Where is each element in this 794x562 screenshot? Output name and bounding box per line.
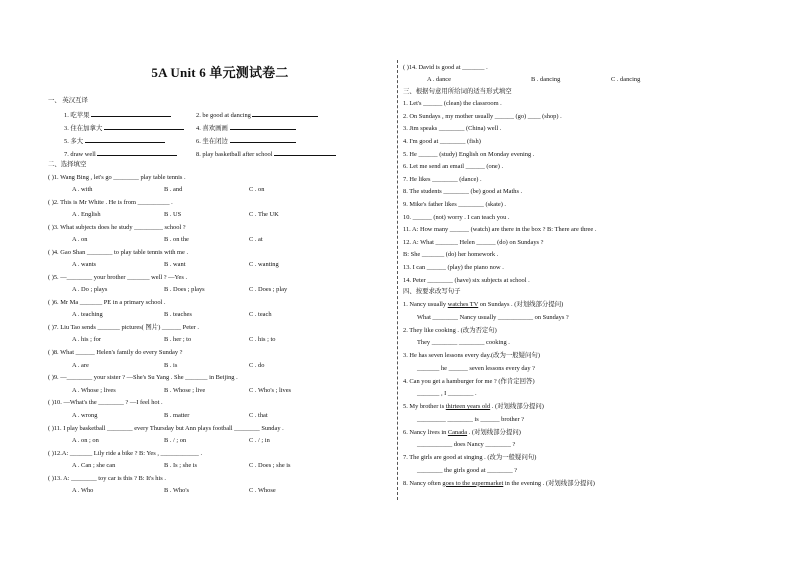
question-stem: ( )7. Liu Tao sends _______ pictures( 图片) ______ Peter .	[48, 324, 200, 332]
option-a: A . wants	[72, 261, 96, 269]
question-stem: ( )9. —________ your sister ? —She's Su Yang . She _______ in Beijing .	[48, 374, 238, 382]
question-stem: ( )3. What subjects does he study _________ school ?	[48, 223, 186, 231]
option-a: A . on ; on	[72, 436, 99, 444]
option-b: B . matter	[164, 411, 190, 419]
rewrite-answer-line: _______ he ______ seven lessons every day ?	[417, 364, 536, 372]
rewrite-answer-line: _______ , I ________ .	[417, 390, 477, 398]
option-c: C . Who's ; lives	[249, 386, 292, 394]
rewrite-item: 1. Nancy usually watches TV on Sundays . (对划线部分提问)	[403, 301, 564, 309]
section-heading: 一、 英汉互译	[48, 97, 88, 104]
option-b: B . is	[164, 361, 178, 369]
option-b: B . dancing	[531, 76, 561, 83]
translation-item: 1. 吃苹果	[64, 110, 171, 120]
rewrite-answer-line: They ________ ________ cooking .	[417, 339, 510, 347]
rewrite-item: 8. Nancy often goes to the supermarket in the evening . (对划线部分提问)	[403, 479, 595, 487]
question-stem: ( )14. David is good at _______ .	[403, 64, 488, 71]
translation-item: 6. 坐在闭边	[196, 136, 296, 146]
option-b: B . Who's	[164, 487, 190, 494]
column-divider	[397, 60, 398, 500]
option-c: C . The UK	[249, 210, 279, 218]
answer-blank[interactable]	[274, 149, 336, 156]
translation-item: 7. draw well	[64, 149, 177, 159]
fill-blank-item: 11. A: How many ______ (watch) are there in the box ? B: There are three .	[403, 226, 597, 234]
fill-blank-item: 3. Jim speaks ________ (China) well .	[403, 125, 502, 133]
question-stem: ( )2. This is Mr White . He is from __________ .	[48, 198, 173, 206]
translation-item: 8. play basketball after school	[196, 149, 336, 159]
fill-blank-item: 10. ______ (not) worry . I can teach you .	[403, 213, 510, 221]
rewrite-item: 2. They like cooking . (改为否定句)	[403, 326, 497, 334]
underlined-phrase: watches TV	[447, 301, 479, 309]
translation-item: 5. 多大	[64, 136, 165, 146]
option-a: A . Whose ; lives	[72, 386, 116, 394]
fill-blank-item: 7. He likes ________ (dance) .	[403, 175, 482, 183]
fill-blank-item: 8. The students ________ (be) good at Maths .	[403, 188, 523, 196]
option-c: C . Does ; she is	[249, 461, 291, 469]
option-c: C . that	[249, 411, 268, 419]
option-b: B . / ; on	[164, 436, 187, 444]
fill-blank-item: 6. Let me send an email ______ (one) .	[403, 163, 504, 171]
question-stem: ( )8. What ______ Helen's family do every Sunday ?	[48, 349, 183, 357]
fill-blank-item: 4. I'm good at ________ (fish)	[403, 138, 481, 145]
answer-blank[interactable]	[97, 149, 177, 156]
option-a: A . with	[72, 185, 93, 193]
option-a: A . Who	[72, 487, 94, 494]
section-heading: 二、选择填空	[48, 160, 87, 168]
option-a: A . are	[72, 361, 89, 369]
answer-blank[interactable]	[252, 110, 318, 117]
rewrite-item: 6. Nancy lives in Canada . (对划线部分提问)	[403, 428, 521, 436]
option-a: A . dance	[427, 76, 451, 83]
answer-blank[interactable]	[91, 110, 171, 117]
rewrite-item: 4. Can you get a hamburger for me ? (作肯定回答)	[403, 377, 535, 385]
option-a: A . his ; for	[72, 336, 101, 344]
answer-blank[interactable]	[230, 136, 296, 143]
fill-blank-item: 1. Let's ______ (clean) the classroom .	[403, 100, 502, 108]
option-c: C . / ; in	[249, 436, 270, 444]
fill-blank-item: B: She _______ (do) her homework .	[403, 251, 499, 259]
question-stem: ( )4. Gao Shan ________ to play table tennis with me .	[48, 248, 189, 256]
option-b: B . want	[164, 261, 186, 269]
option-c: C . wanting	[249, 261, 279, 269]
option-a: A . on	[72, 236, 88, 243]
underlined-phrase: Canada	[447, 428, 468, 436]
fill-blank-item: 5. He ______ (study) English on Monday evening .	[403, 150, 535, 158]
rewrite-answer-line: ___________ does Nancy ________ ?	[417, 441, 516, 449]
option-c: C . Does ; play	[249, 286, 288, 294]
translation-item: 2. be good at dancing	[196, 110, 318, 120]
option-b: B . Is ; she is	[164, 461, 198, 469]
page-title: 5A Unit 6 单元测试卷二	[151, 65, 289, 80]
option-a: A . teaching	[72, 311, 103, 319]
translation-item: 3. 住在加拿大	[64, 123, 184, 133]
rewrite-answer-line: What ________ Nancy usually ___________ on Sundays ?	[417, 313, 569, 321]
question-stem: ( )5. —________ your brother _______ well ? —Yes .	[48, 273, 188, 281]
option-c: C . on	[249, 185, 265, 193]
option-a: A . Can ; she can	[72, 461, 116, 469]
section-heading: 四、按要求改写句子	[403, 288, 461, 296]
rewrite-item: 5. My brother is thirteen years old . (对划线部分提问)	[403, 403, 544, 411]
option-c: C . teach	[249, 311, 272, 319]
section-heading: 三、根据句意用所给词的适当形式填空	[403, 88, 512, 95]
option-b: B . Does ; plays	[164, 286, 205, 294]
question-stem: ( )13. A: ________ toy car is this ? B: It's his .	[48, 474, 166, 482]
option-b: B . teaches	[164, 311, 192, 319]
option-c: C . his ; to	[249, 336, 276, 344]
fill-blank-item: 13. I can ______ (play) the piano now .	[403, 264, 504, 271]
option-c: C . dancing	[611, 76, 641, 83]
translation-item: 4. 喜欢画画	[196, 123, 296, 133]
question-stem: ( )12.A: _______ Lily ride a bike ? B: Yes , ____________ .	[48, 449, 203, 457]
option-b: B . and	[164, 185, 183, 193]
question-stem: ( )10. —What's the ________ ? —I feel hot .	[48, 399, 163, 407]
rewrite-answer-line: _________ ________ is ______ brother ?	[417, 415, 525, 423]
rewrite-item: 7. The girls are good at singing . (改为一般疑问句)	[403, 454, 537, 462]
option-b: B . on the	[164, 236, 189, 243]
fill-blank-item: 14. Peter ________ (have) six subjects at school .	[403, 276, 530, 284]
answer-blank[interactable]	[230, 123, 296, 130]
option-c: C . Whose	[249, 487, 276, 494]
underlined-phrase: goes to the supermarket	[442, 479, 504, 487]
question-stem: ( )11. I play basketball ________ every Thursday but Ann plays football ________ Sunday .	[48, 424, 284, 432]
rewrite-item: 3. He has seven lessons every day.(改为一般疑问句)	[403, 352, 540, 360]
fill-blank-item: 9. Mike's father likes ________ (skate) .	[403, 201, 507, 208]
answer-blank[interactable]	[104, 123, 184, 130]
option-b: B . US	[164, 210, 182, 218]
option-c: C . at	[249, 236, 263, 243]
rewrite-answer-line: ________ the girls good at ________ ?	[417, 466, 518, 474]
option-a: A . English	[72, 210, 101, 218]
option-a: A . Do ; plays	[72, 286, 108, 294]
option-c: C . do	[249, 361, 265, 369]
answer-blank[interactable]	[85, 136, 165, 143]
option-b: B . Whose ; live	[164, 386, 206, 394]
question-stem: ( )6. Mr Ma _______ PE in a primary school .	[48, 299, 166, 306]
underlined-phrase: thirteen years old	[445, 403, 491, 411]
option-b: B . her ; to	[164, 336, 192, 344]
question-stem: ( )1. Wang Bing , let's go ________ play table tennis .	[48, 173, 186, 181]
fill-blank-item: 2. On Sundays , my mother usually ______ (go) ____ (shop) .	[403, 112, 562, 120]
option-a: A . wrong	[72, 411, 98, 419]
fill-blank-item: 12. A: What _______ Helen ______ (do) on Sundays ?	[403, 238, 544, 246]
